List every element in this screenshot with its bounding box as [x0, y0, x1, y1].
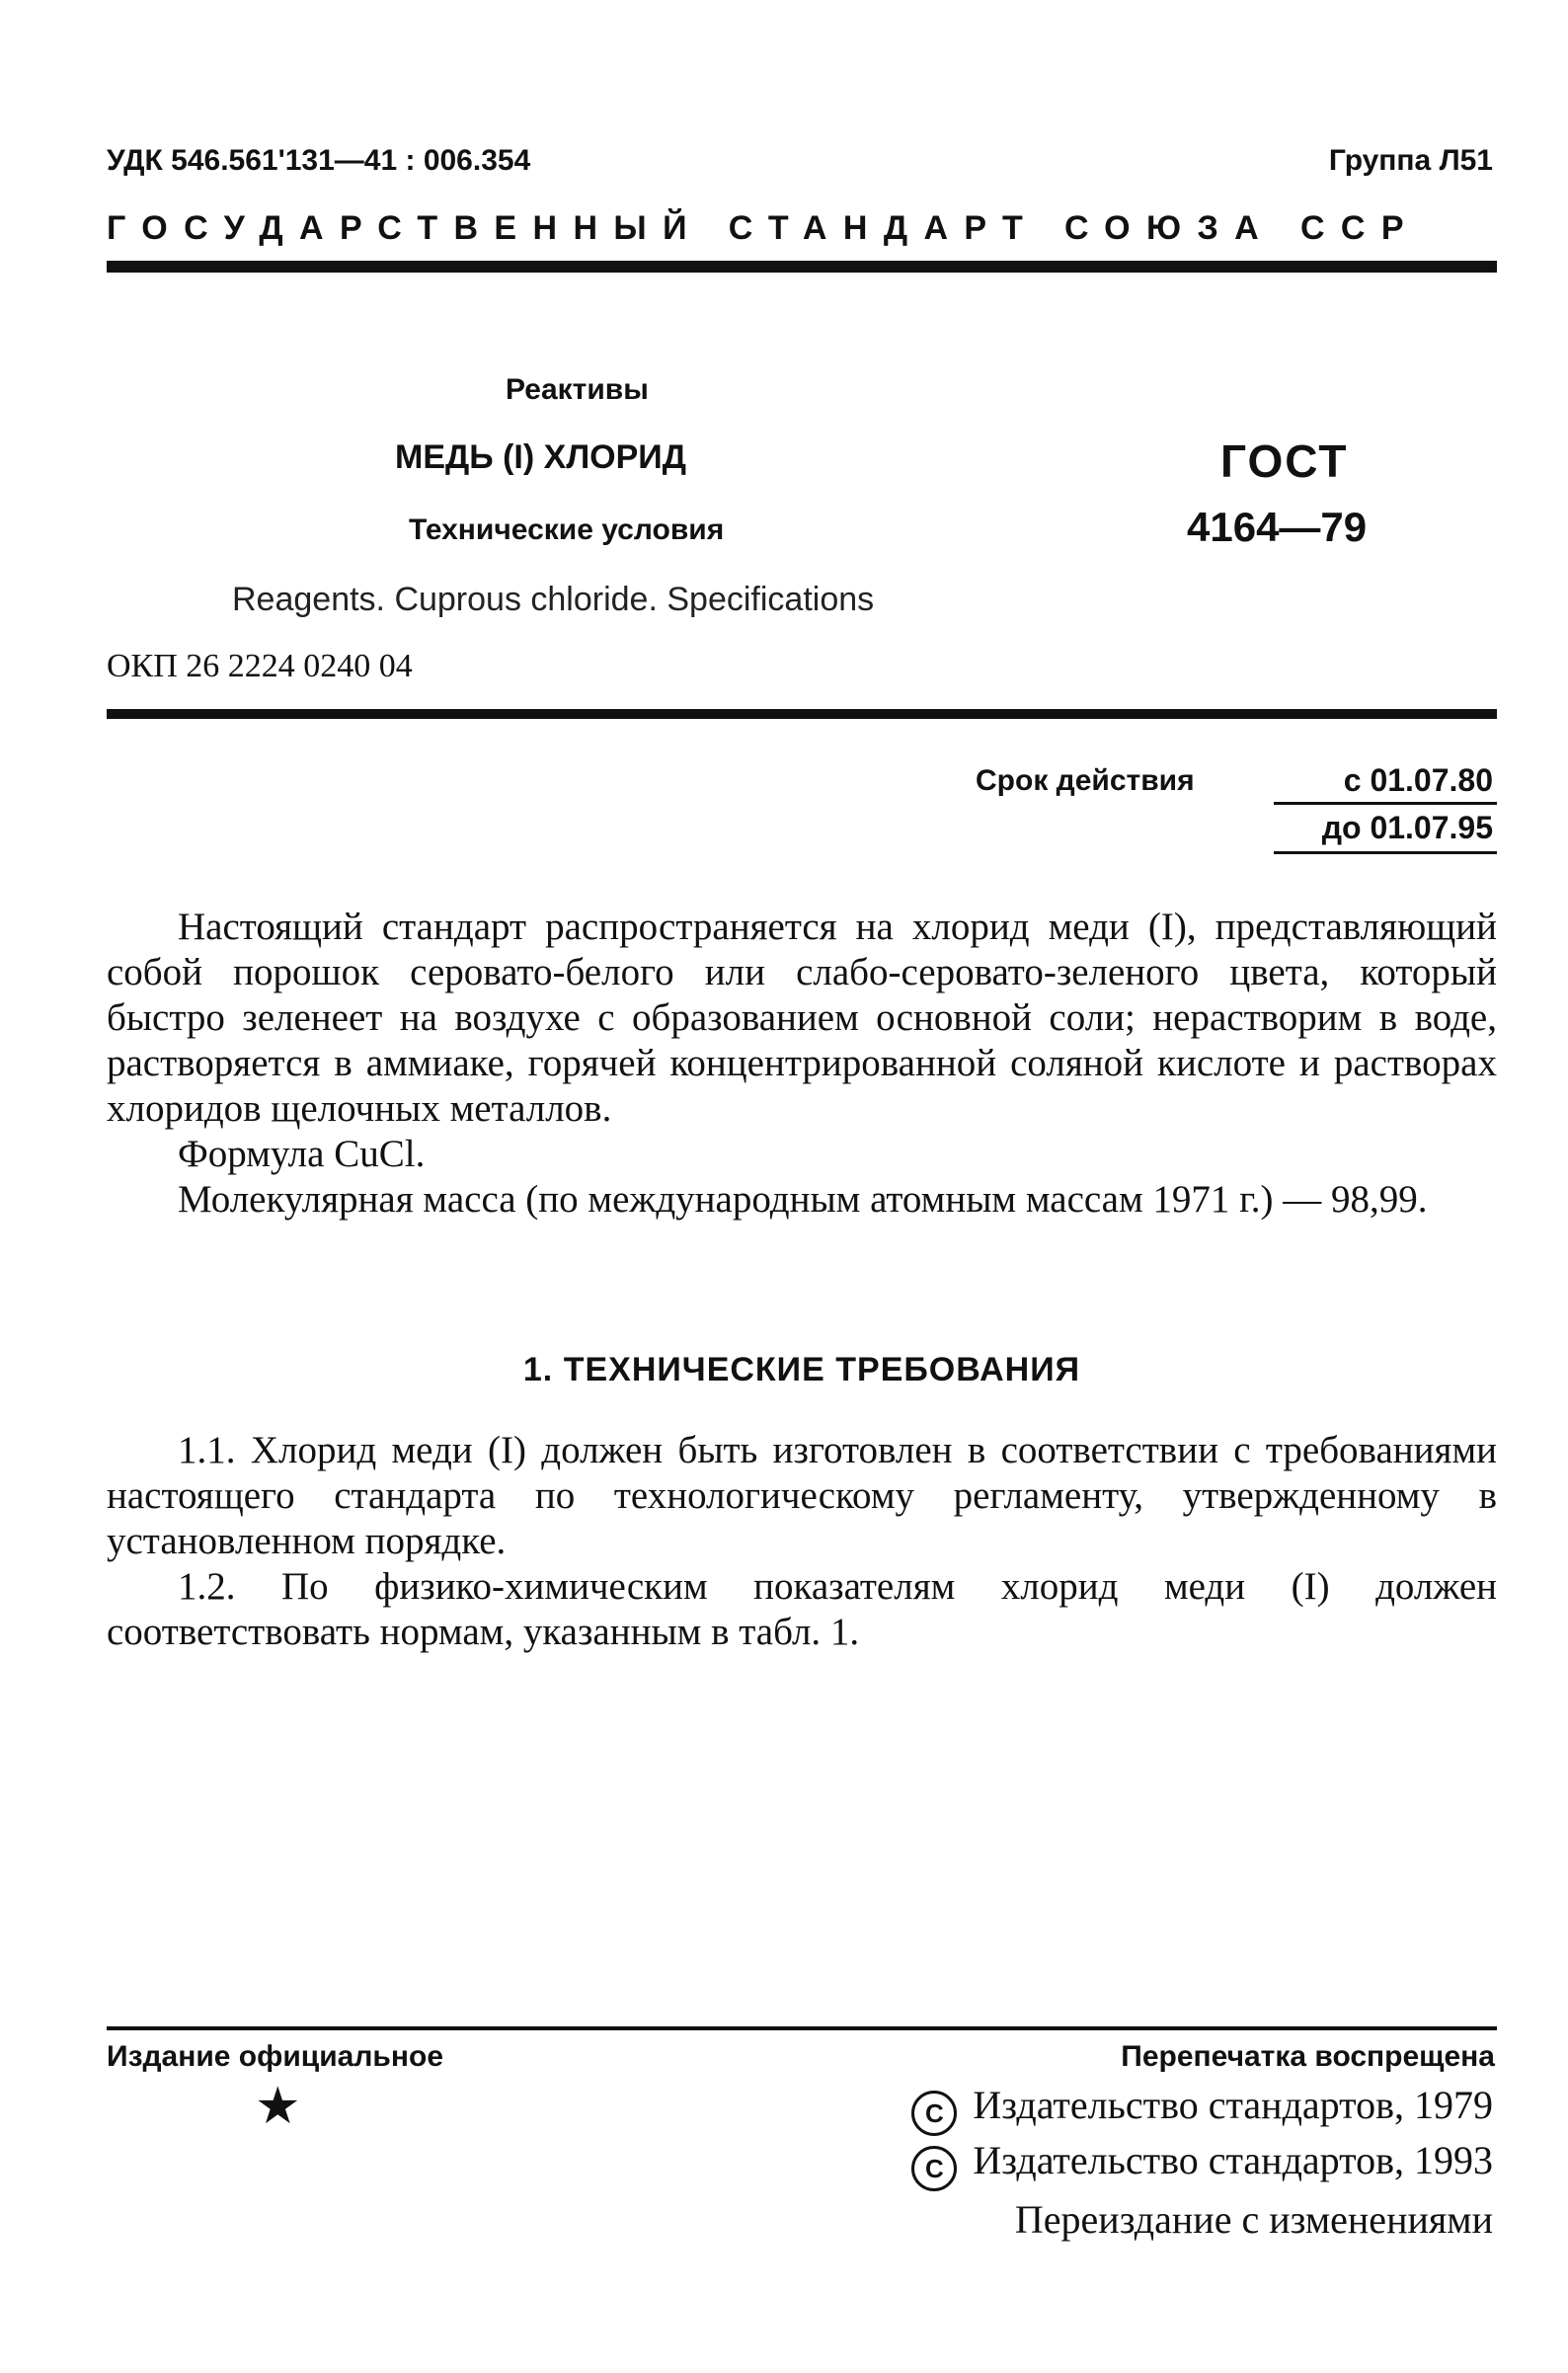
- udk-code: УДК 546.561'131—41 : 006.354: [107, 144, 531, 177]
- validity-rule: [1274, 802, 1497, 805]
- standard-banner: ГОСУДАРСТВЕННЫЙ СТАНДАРТ СОЮЗА ССР: [107, 209, 1420, 247]
- copyright-icon: C: [911, 2091, 957, 2136]
- clause-1-1: 1.1. Хлорид меди (I) должен быть изготовлен в соответствии с требованиями настоящего стандарта по технологическому регламенту, утвержденному в установленном порядке.: [107, 1429, 1497, 1562]
- no-reprint-label: Перепечатка воспрещена: [1121, 2040, 1495, 2073]
- validity-rule: [1274, 851, 1497, 854]
- group-code: Группа Л51: [1328, 144, 1493, 177]
- copyright-line: [911, 2082, 1493, 2136]
- english-title: Reagents. Cuprous chloride. Specifications: [232, 581, 875, 618]
- formula-line: Формула CuCl.: [178, 1133, 426, 1175]
- copyright-text: Издательство стандартов, 1979: [973, 2083, 1493, 2127]
- molecular-mass-paragraph: Молекулярная масса (по международным атомным массам 1971 г.) — 98,99.: [178, 1178, 1428, 1221]
- intro-block: [107, 905, 1497, 1223]
- okp-code: ОКП 26 2224 0240 04: [107, 648, 413, 684]
- intro-paragraph: Настоящий стандарт распространяется на хлорид меди (I), представляющий собой порошок серовато-белого или слабо-серовато-зеленого цвета, который быстро зеленеет на воздухе с образованием основной соли; нерастворим в воде, растворяется в аммиаке, горячей концентрированной соляной кислоте и растворах хлоридов щелочных металлов.: [107, 906, 1497, 1130]
- gost-label: ГОСТ: [1220, 435, 1349, 487]
- section-body: [107, 1428, 1497, 1655]
- copyright-line: [911, 2137, 1493, 2191]
- star-icon: ★: [255, 2079, 301, 2135]
- section-heading: 1. ТЕХНИЧЕСКИЕ ТРЕБОВАНИЯ: [522, 1351, 1081, 1388]
- clause-1-2: 1.2. По физико-химическим показателям хлорид меди (I) должен соответствовать нормам, указанным в табл. 1.: [107, 1565, 1497, 1653]
- header-rule: [107, 261, 1497, 273]
- reissue-note: Переиздание с изменениями: [1014, 2197, 1493, 2242]
- validity-label: Срок действия: [976, 764, 1195, 797]
- copyright-icon: C: [911, 2146, 957, 2191]
- product-subtitle: Технические условия: [409, 514, 725, 546]
- validity-from: с 01.07.80: [1343, 762, 1493, 798]
- official-edition-label: Издание официальное: [107, 2040, 444, 2073]
- footer-rule: [107, 2026, 1497, 2030]
- title-rule: [107, 709, 1497, 719]
- product-name: МЕДЬ (I) ХЛОРИД: [395, 438, 686, 476]
- copyright-text: Издательство стандартов, 1993: [973, 2138, 1493, 2182]
- validity-to: до 01.07.95: [1321, 810, 1493, 845]
- category-title: Реактивы: [506, 373, 649, 406]
- gost-number: 4164—79: [1187, 504, 1368, 550]
